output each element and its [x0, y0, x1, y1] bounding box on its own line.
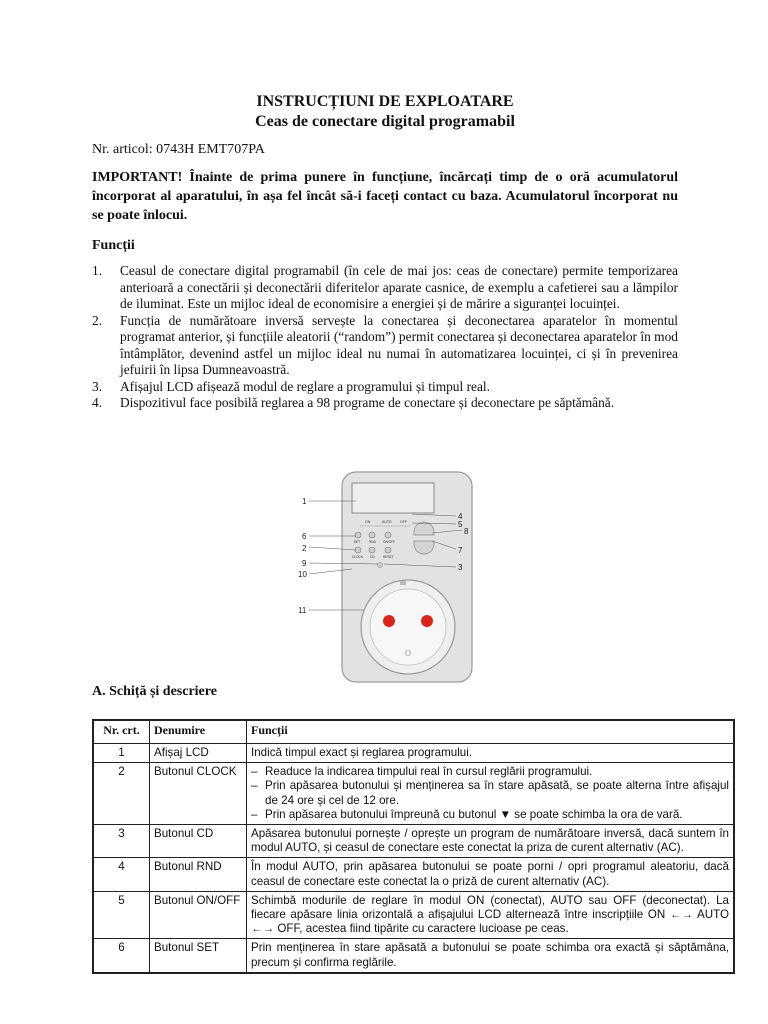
set-button	[355, 532, 361, 538]
label-onoff: ON/OFF	[383, 540, 396, 544]
lcd-display	[352, 483, 434, 513]
label-cd: CD	[370, 555, 375, 559]
table-row: 1 Afișaj LCD Indică timpul exact și reglarea programului.	[93, 744, 734, 763]
col-header-name: Denumire	[150, 720, 247, 744]
label-reset: RESET	[383, 555, 394, 559]
callout-10: 10	[298, 570, 307, 579]
document-title: INSTRUCȚIUNI DE EXPLOATARE	[256, 93, 514, 110]
label-clock: CLOCK	[352, 555, 363, 559]
list-item: – Readuce la indicarea timpului real în cursul reglării programului.	[251, 765, 593, 779]
list-item: – Prin apăsarea butonului și menținerea sa în stare apăsată, se poate alterna între afișajul de 24 ore și cel de 12 ore.	[251, 779, 729, 807]
device-diagram	[292, 467, 512, 697]
table-row: 3 Butonul CD Apăsarea butonului pornește / oprește un program de numărătoare inversă, dacă suntem în modul AUTO, și ceasul de conectare este conectat la priza de curent alternativ (AC).	[93, 825, 734, 858]
spec-table	[92, 719, 735, 974]
functions-heading: Funcții	[92, 238, 135, 253]
label-set: SET	[354, 540, 361, 544]
socket-clip-top	[400, 581, 406, 585]
callout-9: 9	[302, 559, 307, 568]
list-item: 3. Afișajul LCD afișează modul de reglare a programului și timpul real.	[92, 378, 490, 394]
rnd-button	[369, 532, 375, 538]
col-header-functions: Funcții	[247, 720, 735, 744]
callout-6: 6	[302, 532, 307, 541]
functions-list	[92, 263, 678, 412]
table-row: 2 Butonul CLOCK – Readuce la indicarea timpului real în cursul reglării programului. – Prin apăsarea butonului și menținerea sa în stare apăsată, se poate alterna între afișajul de 24 ore și cel de 12 ore. – Prin apăsarea butonului împreună cu butonul ▼ se poate schimba la ora de vară.	[93, 763, 734, 825]
col-header-nr: Nr. crt.	[93, 720, 150, 744]
list-item: 4. Dispozitivul face posibilă reglarea a 98 programe de conectare și deconectare pe săptămână.	[92, 395, 615, 410]
callout-7: 7	[458, 546, 463, 555]
table-row: 5 Butonul ON/OFF Schimbă modurile de reglare în modul ON (conectat), AUTO sau OFF (deconectat). La fiecare apăsare linia orizontală a afișajului LCD alternează între inscripțiile ON ←→ AUTO ←→ OFF, acestea fiind tipărite cu caractere lucioase pe ceas.	[93, 891, 734, 939]
on-off-button	[385, 532, 391, 538]
label-auto: AUTO	[382, 520, 392, 524]
reset-button	[385, 547, 391, 553]
label-rnd: RND	[369, 540, 376, 544]
callout-11: 11	[298, 606, 307, 615]
list-item: 2. Funcția de numărătoare inversă servește la conectarea și deconectarea aparatelor în momentul programat anterior, și funcțiile aleatorii (“random”) permit conectarea și deconectarea aparatelor în mod întâmplător, devenind astfel un mijloc ideal nu numai în automatizarea locuinței, ci și în prevenirea jefuirii în lipsa Dumneavoastră.	[92, 312, 678, 377]
callout-3: 3	[458, 563, 463, 572]
document-subtitle: Ceas de conectare digital programabil	[255, 113, 515, 130]
socket-pin-right	[421, 615, 433, 627]
callout-4: 4	[458, 512, 463, 521]
table-row: 6 Butonul SET Prin menținerea în stare apăsată a butonului se poate schimba ora exactă și săptămâna, precum și confirma reglările.	[93, 939, 734, 973]
callout-2: 2	[302, 544, 307, 553]
socket-pin-left	[383, 615, 395, 627]
table-row: 4 Butonul RND În modul AUTO, prin apăsarea butonului se poate porni / opri programul aleatoriu, dacă ceasul de conectare este conectat la o priză de curent alternativ (AC).	[93, 858, 734, 891]
callout-5: 5	[458, 520, 463, 529]
list-item: – Prin apăsarea butonului împreună cu butonul ▼ se poate schimba la ora de vară.	[251, 807, 683, 821]
table-header-row	[93, 720, 734, 744]
important-note: IMPORTANT! Înainte de prima punere în funcțiune, încărcați timp de o oră acumulatorul încorporat al aparatului, în așa fel încât să-i faceți contact cu baza. Acumulatorul încorporat nu se poate înlocui.	[92, 170, 678, 223]
list-item: 1. Ceasul de conectare digital programabil (în cele de mai jos: ceas de conectare) permite temporizarea anterioară a conectării și deconectării diferitelor aparate casnice, de exemplu a cafetierei sau a lămpilor de iluminat. Este un mijloc ideal de economisire a energiei și de mărire a siguranței locuinței.	[92, 263, 678, 311]
callout-8: 8	[464, 527, 469, 536]
section-a-heading: A. Schiță și descriere	[92, 684, 217, 699]
indicator-light	[378, 563, 383, 568]
label-off: OFF	[400, 520, 407, 524]
article-number: Nr. articol: 0743H EMT707PA	[92, 142, 265, 157]
document-page	[92, 92, 729, 969]
cd-button	[369, 547, 375, 553]
label-on: ON	[365, 520, 371, 524]
callout-1: 1	[302, 497, 307, 506]
